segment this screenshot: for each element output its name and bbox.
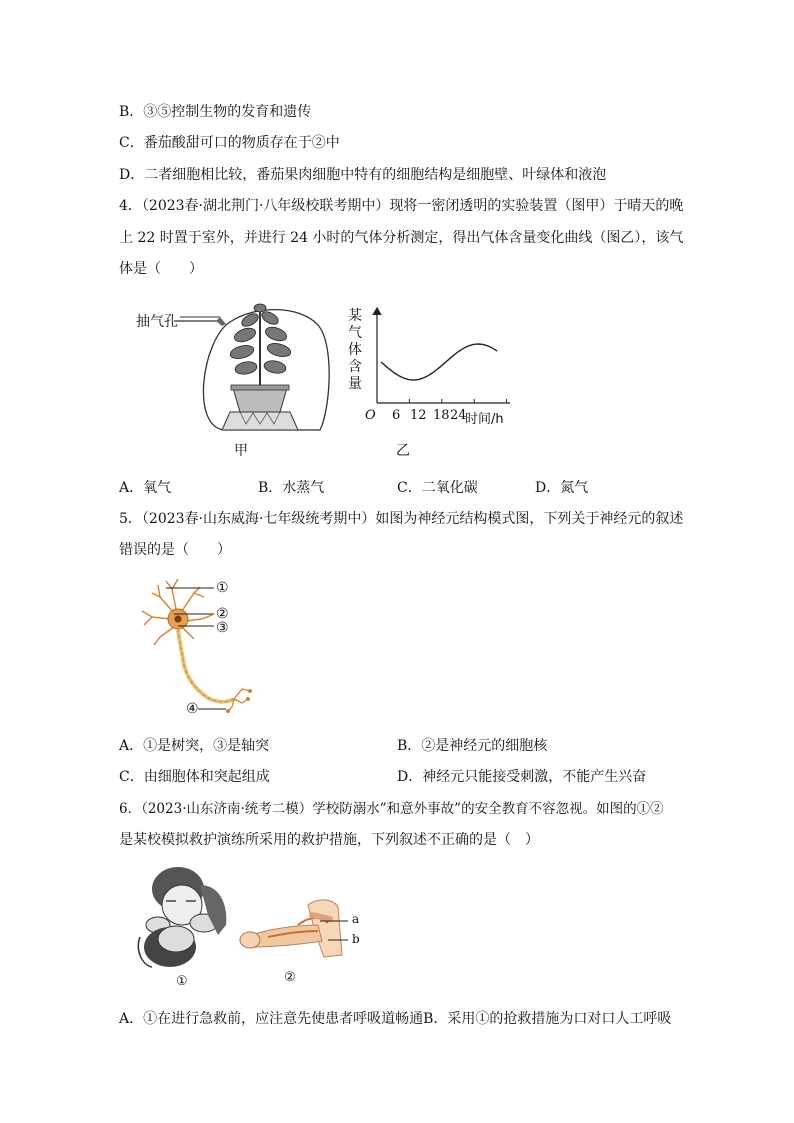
flower-pot (233, 388, 287, 412)
y-label-char: 气 (348, 325, 362, 341)
label-b: b (352, 932, 360, 946)
figure-1-caption: ① (176, 974, 188, 989)
q4-stem-line3: 体是（ ） (119, 261, 203, 277)
q4-stem-line2: 上 22 时置于室外，并进行 24 小时的气体分析测定，得出气体含量变化曲线（图乙），该气 (119, 230, 684, 246)
q4-option-d: D．氮气 (535, 480, 589, 496)
q5-stem-line1: 5．（2023春·山东威海·七年级统考期中）如图为神经元结构模式图，下列关于神经元的叙述 (119, 511, 684, 527)
q6-stem-line1: 6．（2023·山东济南·统考二模）学校防溺水”和意外事故”的安全教育不容忽视。如图的①② (119, 801, 664, 817)
arm-bandage-figure (238, 895, 358, 965)
q3-option-b: B．③⑤控制生物的发育和遗传 (119, 104, 312, 120)
q4-stem-line1: 4．（2023春·湖北荆门·八年级校联考期中）现将一密闭透明的实验装置（图甲）于晴天的晚 (119, 198, 684, 214)
axon (178, 629, 234, 702)
y-label-char: 某 (348, 308, 362, 324)
x-tick-label: 18 (433, 408, 450, 423)
q3-option-c: C．番茄酸甜可口的物质存在于②中 (119, 135, 340, 151)
x-axis-label: 时间/h (465, 412, 504, 427)
nucleus (175, 616, 182, 623)
q4-option-c: C．二氧化碳 (397, 480, 478, 496)
q3-option-d: D．二者细胞相比较，番茄果肉细胞中特有的细胞结构是细胞壁、叶绿体和液泡 (119, 167, 607, 183)
hand (240, 932, 260, 948)
figure-yi-caption: 乙 (396, 443, 410, 459)
q5-option-b: B．②是神经元的细胞核 (397, 738, 548, 754)
x-origin-label: O (365, 408, 376, 423)
q6-stem-line2: 是某校模拟救护演练所采用的救护措施，下列叙述不正确的是（ ） (119, 832, 539, 848)
figure-jia-caption: 甲 (234, 443, 248, 459)
rescue-breathing-figure (130, 865, 230, 970)
neuron-marker-2: ② (216, 606, 229, 622)
q5-option-d: D．神经元只能接受刺激，不能产生兴奋 (397, 769, 647, 785)
q4-option-b: B．水蒸气 (258, 480, 325, 496)
neuron-marker-4: ④ (186, 701, 199, 717)
q5-option-c: C．由细胞体和突起组成 (119, 769, 270, 785)
forearm (252, 925, 322, 947)
y-label-char: 含 (348, 359, 362, 375)
q4-option-a: A．氧气 (119, 480, 172, 496)
figure-2-caption: ② (284, 970, 296, 985)
x-tick-label: 12 (410, 408, 427, 423)
x-tick-label: 24 (450, 408, 467, 423)
x-tick-label: 6 (392, 408, 401, 423)
q5-option-a: A．①是树突，③是轴突 (119, 738, 270, 754)
suction-hole-label: 抽气孔 (136, 314, 178, 330)
neuron-marker-1: ① (216, 580, 229, 596)
y-label-char: 体 (348, 342, 362, 358)
label-a: a (352, 912, 360, 926)
base-plate (222, 412, 298, 430)
figure-yi-chart (340, 300, 520, 430)
q6-options-line: A．①在进行急救前，应注意先使患者呼吸道畅通B．采用①的抢救措施为口对口人工呼吸 (119, 1011, 672, 1027)
neuron-marker-3: ③ (216, 620, 229, 636)
gas-content-curve (381, 344, 497, 380)
y-axis-label (348, 308, 364, 393)
suction-valve (216, 317, 226, 326)
neuron-figure (130, 575, 270, 725)
patient-face (158, 926, 194, 952)
y-label-char: 量 (348, 376, 362, 392)
q5-stem-line2: 错误的是（ ） (119, 542, 231, 558)
